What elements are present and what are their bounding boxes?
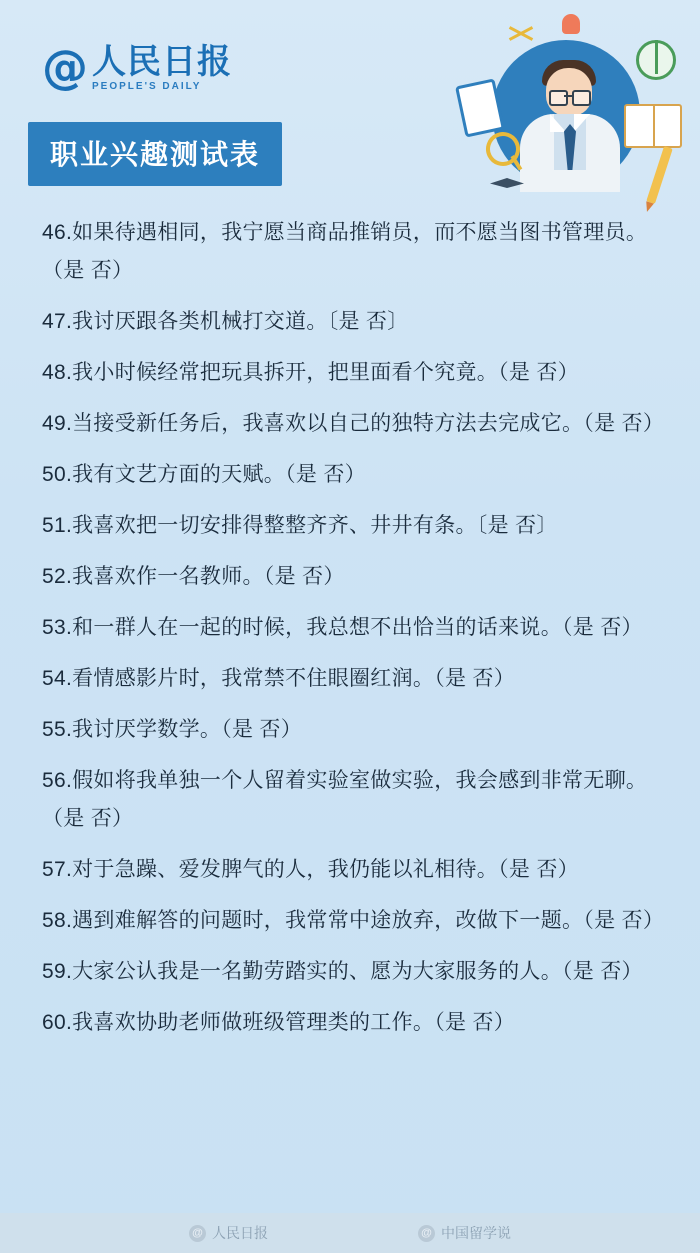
list-item: 59.大家公认我是一名勤劳踏实的、愿为大家服务的人。（是 否）: [42, 960, 643, 983]
list-item: 47.我讨厌跟各类机械打交道。〔是 否〕: [42, 310, 409, 333]
watermark-left-label: 人民日报: [212, 1225, 268, 1241]
glasses-right-icon: [572, 90, 591, 106]
at-icon: @: [42, 40, 88, 94]
watermark-right: [418, 1223, 511, 1243]
watermark-left: [189, 1223, 268, 1243]
page-title: 职业兴趣测试表: [28, 122, 282, 186]
list-item: 51.我喜欢把一切安排得整整齐齐、井井有条。〔是 否〕: [42, 514, 558, 537]
weibo-icon: @: [418, 1225, 435, 1242]
weibo-icon: @: [189, 1225, 206, 1242]
logo-name-cn: 人民日报: [92, 43, 232, 81]
poster-footer: [0, 1213, 700, 1253]
header-illustration: [450, 6, 690, 211]
logo-name-en: PEOPLE'S DAILY: [92, 81, 202, 92]
list-item: 56.假如将我单独一个人留着实验室做实验，我会感到非常无聊。（是 否）: [42, 769, 648, 830]
list-item: 53.和一群人在一起的时候，我总想不出恰当的话来说。（是 否）: [42, 616, 643, 639]
watermark-right-label: 中国留学说: [441, 1225, 511, 1241]
collar-right-icon: [574, 114, 590, 132]
book-icon: [624, 104, 682, 148]
collar-left-icon: [550, 114, 566, 132]
glasses-left-icon: [549, 90, 568, 106]
list-item: 55.我讨厌学数学。（是 否）: [42, 718, 303, 741]
list-item: 49.当接受新任务后，我喜欢以自己的独特方法去完成它。（是 否）: [42, 412, 665, 435]
logo-text-block: [92, 44, 232, 94]
graduation-cap-icon: [490, 178, 524, 188]
list-item: 48.我小时候经常把玩具拆开，把里面看个究竟。（是 否）: [42, 361, 579, 384]
pencil-icon: [646, 146, 672, 204]
list-item: 58.遇到难解答的问题时，我常常中途放弃，改做下一题。（是 否）: [42, 909, 665, 932]
list-item: 46.如果待遇相同，我宁愿当商品推销员，而不愿当图书管理员。（是 否）: [42, 221, 648, 282]
scissors-icon: [508, 22, 538, 48]
glasses-bridge-icon: [564, 95, 572, 97]
list-item: 57.对于急躁、爱发脾气的人，我仍能以礼相待。（是 否）: [42, 858, 579, 881]
list-item: 54.看情感影片时，我常禁不住眼圈红润。（是 否）: [42, 667, 516, 690]
list-item: 60.我喜欢协助老师做班级管理类的工作。（是 否）: [42, 1011, 516, 1034]
poster-header: [0, 0, 700, 200]
question-list: [0, 200, 700, 1042]
lightbulb-icon: [562, 14, 580, 34]
globe-icon: [636, 40, 676, 80]
list-item: 52.我喜欢作一名教师。（是 否）: [42, 565, 345, 588]
peoples-daily-logo: [42, 40, 232, 94]
list-item: 50.我有文艺方面的天赋。（是 否）: [42, 463, 366, 486]
